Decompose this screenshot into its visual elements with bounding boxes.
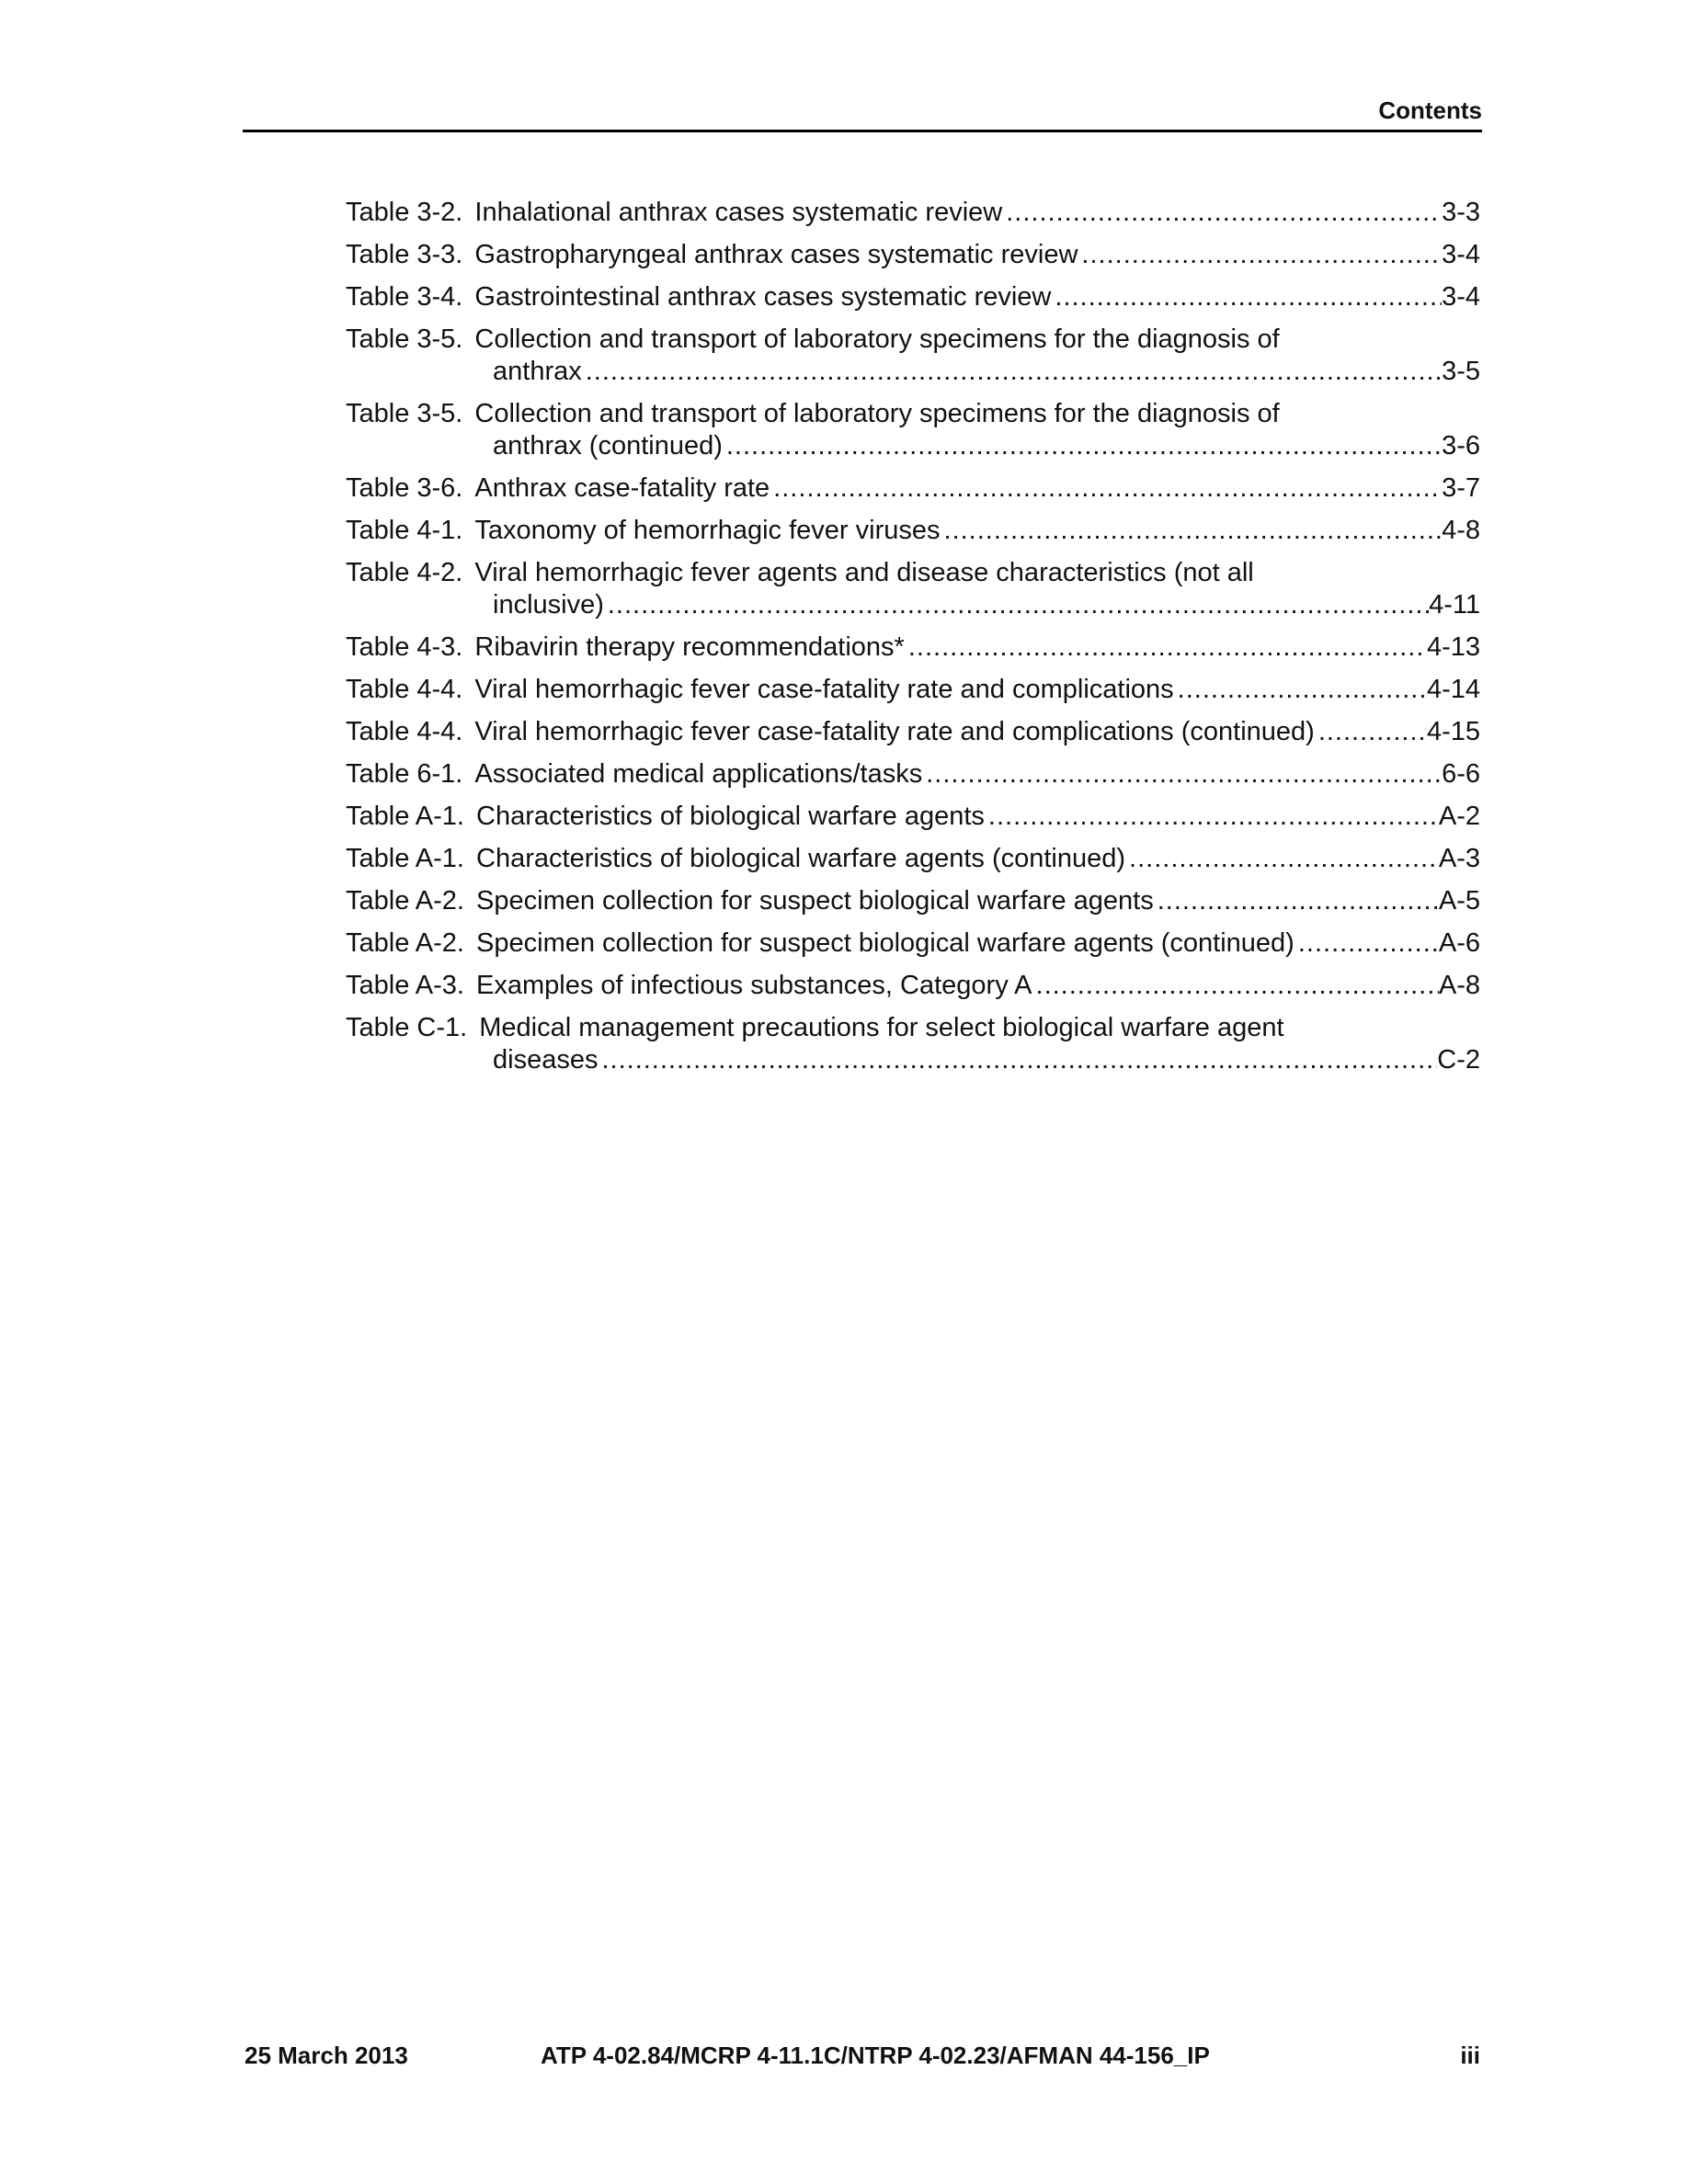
toc-dot-leader [922, 758, 1442, 791]
toc-entry[interactable] [346, 515, 1480, 547]
toc-entry-line [346, 281, 1480, 313]
toc-entry-label: Table 4-4. [346, 717, 463, 746]
toc-entry-label: Table 3-2. [346, 198, 463, 227]
toc-entry-page[interactable]: 3-5 [1442, 357, 1480, 386]
toc-entry-label: Table A-2. [346, 886, 464, 916]
toc-entry-title[interactable]: Characteristics of biological warfare agents [476, 802, 985, 831]
toc-entry-label: Table 3-3. [346, 240, 463, 269]
toc-entry[interactable] [346, 557, 1480, 621]
toc-entry-page[interactable]: 4-13 [1426, 632, 1480, 662]
toc-entry-title[interactable]: Gastrointestinal anthrax cases systematic review [474, 282, 1052, 312]
toc-entry-title[interactable]: Anthrax case-fatality rate [474, 473, 770, 503]
toc-entry-line [346, 631, 1480, 664]
header-rule [243, 130, 1482, 132]
toc-entry[interactable] [346, 324, 1480, 388]
toc-entry[interactable] [346, 472, 1480, 505]
toc-entry-title[interactable]: Specimen collection for suspect biological warfare agents [476, 886, 1154, 916]
toc-entry-continuation-line [346, 589, 1480, 621]
toc-entry-label: Table A-1. [346, 844, 464, 873]
toc-entry-page[interactable]: 3-7 [1442, 473, 1480, 503]
toc-entry-title[interactable]: Examples of infectious substances, Category A [476, 971, 1032, 1000]
toc-entry-title-continued[interactable]: diseases [493, 1045, 599, 1075]
toc-entry-line [346, 716, 1480, 748]
toc-entry[interactable] [346, 801, 1480, 833]
toc-entry-page[interactable]: A-5 [1438, 886, 1480, 916]
footer-date: 25 March 2013 [245, 2042, 408, 2069]
toc-entry-line [346, 398, 1480, 430]
toc-entry-line [346, 515, 1480, 547]
toc-entry-page[interactable]: A-8 [1438, 971, 1480, 1000]
toc-dot-leader [582, 356, 1442, 388]
toc-entry-title[interactable]: Viral hemorrhagic fever case-fatality rate and complications (continued) [474, 717, 1315, 746]
toc-entry-continuation-line [346, 1044, 1480, 1076]
toc-entry-label: Table A-2. [346, 928, 464, 958]
toc-entry-title[interactable]: Specimen collection for suspect biological warfare agents (continued) [476, 928, 1295, 958]
toc-entry-title[interactable]: Inhalational anthrax cases systematic review [474, 198, 1003, 227]
toc-dot-leader [1174, 674, 1427, 706]
toc-entry-title[interactable]: Medical management precautions for select biological warfare agent [479, 1013, 1284, 1042]
toc-entry-line [346, 970, 1480, 1002]
toc-entry-title-continued[interactable]: anthrax (continued) [493, 431, 723, 461]
footer-publication-number: ATP 4-02.84/MCRP 4-11.1C/NTRP 4-02.23/AFMAN 44-156_IP [541, 2042, 1210, 2069]
toc-entry[interactable] [346, 398, 1480, 462]
toc-entry-label: Table 3-5. [346, 399, 463, 428]
toc-entry-label: Table 3-5. [346, 324, 463, 354]
toc-entry-title[interactable]: Collection and transport of laboratory specimens for the diagnosis of [474, 324, 1280, 354]
toc-entry-label: Table 4-1. [346, 516, 463, 545]
toc-entry-title[interactable]: Associated medical applications/tasks [474, 759, 923, 789]
toc-entry-page[interactable]: 3-6 [1442, 431, 1480, 461]
toc-entry-page[interactable]: C-2 [1437, 1045, 1480, 1075]
toc-dot-leader [598, 1044, 1437, 1076]
toc-entry-line [346, 801, 1480, 833]
toc-dot-leader [1295, 927, 1439, 960]
running-header-title: Contents [1378, 97, 1482, 124]
toc-entry-line [346, 472, 1480, 505]
toc-dot-leader [1051, 281, 1442, 313]
toc-entry-line [346, 557, 1480, 589]
toc-dot-leader [905, 631, 1427, 664]
toc-entry-continuation-line [346, 430, 1480, 462]
toc-entry-label: Table A-3. [346, 971, 464, 1000]
toc-entry-label: Table 6-1. [346, 759, 463, 789]
toc-entry-line [346, 1012, 1480, 1044]
toc-entry-label: Table 4-3. [346, 632, 463, 662]
toc-entry-page[interactable]: 3-3 [1442, 198, 1480, 227]
toc-entry[interactable] [346, 239, 1480, 271]
toc-entry-label: Table A-1. [346, 802, 464, 831]
toc-entry-page[interactable]: 4-11 [1429, 590, 1480, 620]
toc-entry-line [346, 758, 1480, 791]
toc-entry[interactable] [346, 716, 1480, 748]
toc-entry-page[interactable]: 3-4 [1442, 282, 1480, 312]
toc-entry[interactable] [346, 674, 1480, 706]
footer-page-number: iii [1460, 2042, 1480, 2069]
toc-entry-title[interactable]: Ribavirin therapy recommendations* [474, 632, 905, 662]
toc-dot-leader [985, 801, 1439, 833]
toc-entry-title[interactable]: Characteristics of biological warfare agents (continued) [476, 844, 1126, 873]
toc-entry-title[interactable]: Viral hemorrhagic fever agents and disease characteristics (not all [474, 558, 1254, 587]
toc-dot-leader [1315, 716, 1427, 748]
toc-dot-leader [941, 515, 1443, 547]
toc-entry[interactable] [346, 631, 1480, 664]
toc-entry-continuation-line [346, 356, 1480, 388]
toc-entry-label: Table 4-2. [346, 558, 463, 587]
toc-entry[interactable] [346, 197, 1480, 229]
toc-entry-page[interactable]: A-3 [1438, 844, 1480, 873]
toc-entry-page[interactable]: 4-15 [1426, 717, 1480, 746]
toc-entry-title-continued[interactable]: anthrax [493, 357, 582, 386]
toc-entry-label: Table 3-6. [346, 473, 463, 503]
toc-entry-line [346, 324, 1480, 356]
toc-entry-line [346, 843, 1480, 875]
toc-entry[interactable] [346, 970, 1480, 1002]
toc-entry-title[interactable]: Gastropharyngeal anthrax cases systematic review [474, 240, 1078, 269]
toc-entry[interactable] [346, 885, 1480, 917]
toc-dot-leader [723, 430, 1442, 462]
toc-entry-line [346, 674, 1480, 706]
toc-entry-label: Table 4-4. [346, 675, 463, 704]
toc-entry-line [346, 197, 1480, 229]
toc-entry-line [346, 885, 1480, 917]
toc-entry-line [346, 239, 1480, 271]
toc-dot-leader [1125, 843, 1439, 875]
toc-entry[interactable] [346, 758, 1480, 791]
toc-dot-leader [1078, 239, 1442, 271]
toc-entry-title[interactable]: Viral hemorrhagic fever case-fatality rate and complications [474, 675, 1174, 704]
toc-entry-line [346, 927, 1480, 960]
toc-entry[interactable] [346, 1012, 1480, 1076]
toc-dot-leader [1032, 970, 1439, 1002]
toc-entry-label: Table C-1. [346, 1013, 468, 1042]
toc-entry-page[interactable]: 3-4 [1442, 240, 1480, 269]
toc-dot-leader [1154, 885, 1439, 917]
toc-entry-page[interactable]: A-2 [1438, 802, 1480, 831]
toc-entry-page[interactable]: A-6 [1438, 928, 1480, 958]
toc-entry[interactable] [346, 281, 1480, 313]
toc-dot-leader [604, 589, 1429, 621]
toc-entry-title[interactable]: Collection and transport of laboratory specimens for the diagnosis of [474, 399, 1280, 428]
toc-entry-title-continued[interactable]: inclusive) [493, 590, 604, 620]
toc-entry-title[interactable]: Taxonomy of hemorrhagic fever viruses [474, 516, 941, 545]
toc-entry-page[interactable]: 4-14 [1426, 675, 1480, 704]
toc-entry[interactable] [346, 927, 1480, 960]
toc-entry-page[interactable]: 6-6 [1442, 759, 1480, 789]
toc-dot-leader [770, 472, 1442, 505]
toc-entry-page[interactable]: 4-8 [1442, 516, 1480, 545]
toc-entry[interactable] [346, 843, 1480, 875]
toc-entry-label: Table 3-4. [346, 282, 463, 312]
toc-dot-leader [1002, 197, 1442, 229]
table-of-contents-list [346, 197, 1480, 1086]
